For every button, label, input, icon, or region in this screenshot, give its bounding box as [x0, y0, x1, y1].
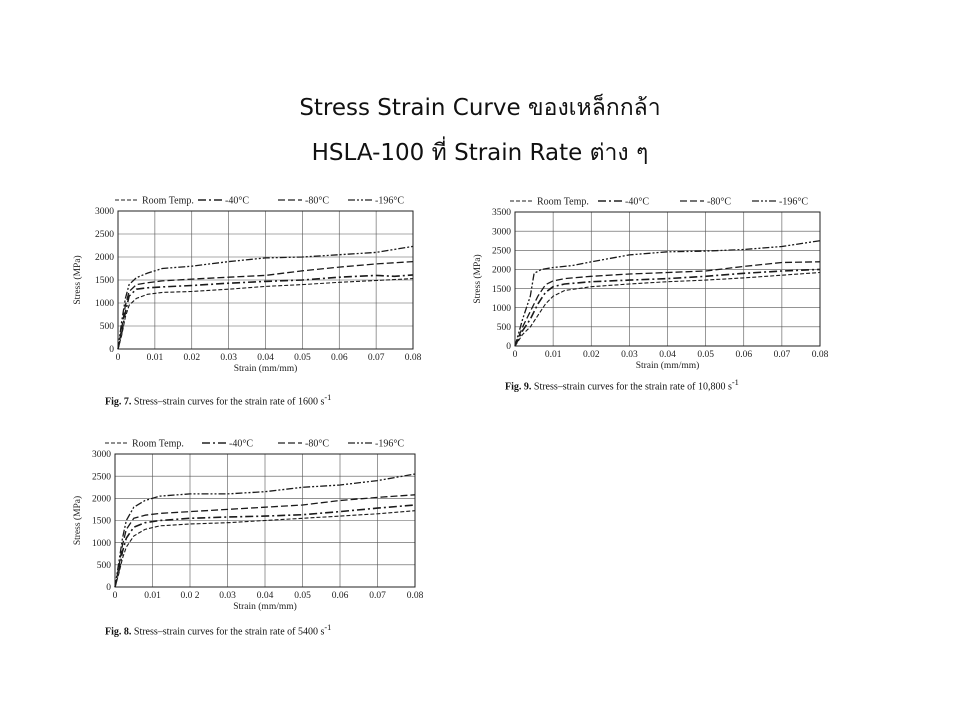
fig7-ytick-4: 2000	[95, 253, 114, 264]
fig9-xtick-7: 0.07	[773, 350, 791, 360]
fig8-legend-label-1: -40°C	[229, 438, 253, 450]
fig9-x-axis-label: Strain (mm/mm)	[635, 361, 700, 370]
fig9-xtick-1: 0.01	[544, 350, 562, 360]
fig8-ytick-0: 0	[106, 583, 111, 594]
fig9-ytick-4: 2000	[492, 265, 511, 276]
figure-7-caption-sup: -1	[324, 393, 332, 402]
fig9-ytick-5: 2500	[492, 246, 511, 257]
fig7-x-axis-label: Strain (mm/mm)	[233, 364, 298, 374]
fig7-xtick-7: 0.07	[367, 353, 385, 363]
fig8-legend-label-3: -196°C	[375, 438, 404, 450]
fig7-xtick-6: 0.06	[330, 353, 348, 363]
figure-7-chart	[70, 190, 430, 385]
fig9-ytick-1: 500	[496, 323, 511, 334]
fig8-xtick-6: 0.06	[331, 591, 349, 601]
fig8-ytick-5: 2500	[92, 472, 111, 483]
fig7-xtick-2: 0.02	[183, 353, 201, 363]
fig9-xtick-6: 0.06	[735, 350, 753, 360]
figure-8-caption-sup: -1	[324, 623, 332, 632]
fig9-ytick-0: 0	[506, 342, 511, 353]
fig8-ytick-3: 1500	[92, 516, 111, 527]
figure-8-svg	[70, 433, 430, 615]
figure-9-caption-label: Fig. 9.	[505, 381, 532, 393]
figure-8-caption-label: Fig. 8.	[105, 626, 132, 638]
figure-7-caption	[105, 393, 331, 407]
figure-9-caption-sup: -1	[731, 378, 739, 387]
fig9-ytick-6: 3000	[492, 227, 511, 238]
fig7-xtick-0: 0	[115, 353, 121, 363]
fig9-xtick-8: 0.08	[811, 350, 829, 360]
fig8-xtick-4: 0.04	[256, 591, 274, 601]
fig7-ytick-3: 1500	[95, 276, 114, 287]
fig9-xtick-3: 0.03	[621, 350, 638, 360]
fig9-ytick-7: 3500	[492, 208, 511, 219]
figure-9-svg	[470, 190, 840, 370]
fig8-y-axis-label: Stress (MPa)	[73, 495, 83, 546]
fig8-ytick-4: 2000	[92, 494, 111, 505]
fig8-xtick-5: 0.05	[294, 591, 311, 601]
fig7-ytick-1: 500	[99, 322, 114, 333]
fig9-ytick-2: 1000	[492, 303, 511, 314]
fig9-legend-label-0: Room Temp.	[537, 196, 589, 208]
fig7-y-axis-label: Stress (MPa)	[73, 255, 83, 305]
figure-8-chart	[70, 433, 430, 615]
fig8-ytick-6: 3000	[92, 450, 111, 461]
fig7-legend-label-3: -196°C	[375, 195, 404, 207]
fig9-legend-label-1: -40°C	[625, 196, 649, 208]
fig8-xtick-8: 0.08	[406, 591, 424, 601]
fig7-xtick-1: 0.01	[146, 353, 164, 363]
fig7-legend-label-2: -80°C	[305, 195, 329, 207]
fig8-ytick-1: 500	[96, 561, 111, 572]
figure-7-caption-text: Stress–strain curves for the strain rate of 1600 s	[133, 396, 325, 408]
fig7-xtick-8: 0.08	[404, 353, 422, 363]
fig7-ytick-2: 1000	[95, 299, 114, 310]
fig9-xtick-5: 0.05	[697, 350, 714, 360]
fig7-legend-label-1: -40°C	[225, 195, 249, 207]
fig8-xtick-2: 0.0 2	[180, 591, 200, 601]
figure-7-svg	[70, 190, 430, 385]
fig8-xtick-3: 0.03	[219, 591, 236, 601]
fig9-y-axis-label: Stress (MPa)	[473, 254, 483, 304]
slide-title	[0, 86, 960, 176]
fig7-xtick-3: 0.03	[220, 353, 237, 363]
fig8-legend-label-2: -80°C	[305, 438, 329, 450]
fig9-xtick-4: 0.04	[659, 350, 676, 360]
figure-9-caption	[505, 378, 739, 392]
fig7-ytick-6: 3000	[95, 207, 114, 218]
figure-9-chart	[470, 190, 840, 370]
fig8-xtick-7: 0.07	[369, 591, 386, 601]
fig9-legend-label-3: -196°C	[779, 196, 808, 208]
fig8-x-axis-label: Strain (mm/mm)	[233, 602, 297, 612]
slide-title-line-2: HSLA-100 ที่ Strain Rate ต่าง ๆ	[311, 140, 649, 166]
fig8-ytick-2: 1000	[92, 538, 111, 549]
figure-7-caption-label: Fig. 7.	[105, 396, 132, 408]
figure-8-caption-text: Stress–strain curves for the strain rate of 5400 s	[133, 626, 325, 638]
figure-9-caption-text: Stress–strain curves for the strain rate of 10,800 s	[533, 381, 732, 393]
fig8-legend-label-0: Room Temp.	[132, 438, 184, 450]
fig7-legend-label-0: Room Temp.	[142, 195, 194, 207]
fig9-xtick-2: 0.02	[582, 350, 600, 360]
fig9-xtick-0: 0	[512, 350, 518, 360]
fig7-xtick-5: 0.05	[294, 353, 311, 363]
fig7-ytick-0: 0	[109, 345, 114, 356]
fig7-xtick-4: 0.04	[257, 353, 274, 363]
figure-8-caption	[105, 623, 331, 637]
fig7-ytick-5: 2500	[95, 230, 114, 241]
slide-title-line-1: Stress Strain Curve ของเหล็กกล้า	[299, 95, 661, 121]
fig8-xtick-1: 0.01	[144, 591, 161, 601]
fig9-legend-label-2: -80°C	[707, 196, 731, 208]
fig9-ytick-3: 1500	[492, 284, 511, 295]
fig8-xtick-0: 0	[112, 591, 118, 601]
